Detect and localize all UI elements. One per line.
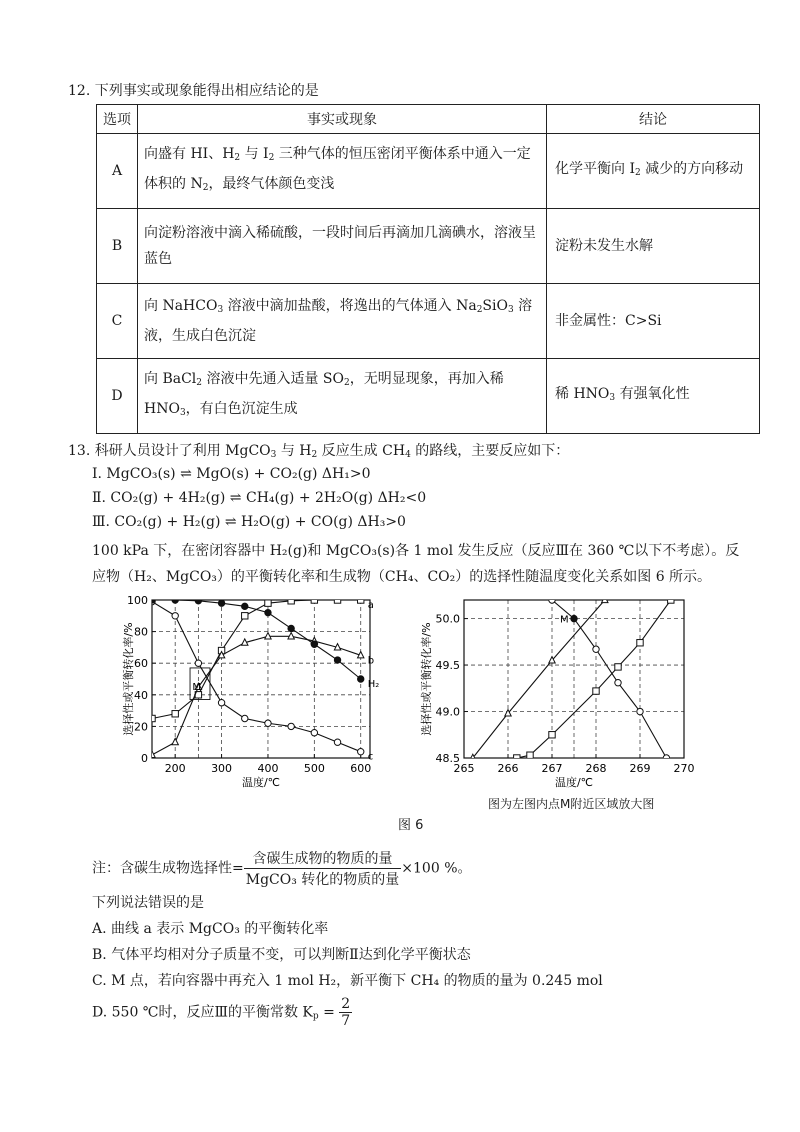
data-point	[358, 676, 364, 682]
option-d: D. 550 ℃时，反应Ⅲ的平衡常数 $K_p$ = $\frac{2}{7}$	[92, 996, 351, 1029]
m-point-label: M	[192, 682, 201, 694]
condition-line-1: 100 kPa 下，在密闭容器中 H₂(g)和 MgCO₃(s)各 1 mol 发生反应（反应Ⅲ在 360 ℃以下不考虑）。反	[92, 543, 740, 559]
figure-label: 图 6	[398, 818, 424, 833]
kp-fraction: $\frac{2}{7}$	[341, 996, 351, 1029]
series-label: b	[367, 655, 375, 667]
question-12-table	[96, 104, 760, 434]
series-label: a	[367, 600, 374, 611]
series-line-c	[152, 602, 361, 752]
y-tick-label: 80	[134, 625, 148, 639]
y-tick-label: 20	[134, 720, 148, 734]
reaction-3: Ⅲ. CO₂(g) + H₂(g) ⇌ H₂O(g) + CO(g) ΔH₃>0	[92, 514, 406, 530]
data-point	[358, 597, 364, 603]
data-point	[527, 752, 533, 758]
y-tick-label: 49.5	[435, 659, 460, 673]
data-point	[195, 598, 201, 604]
x-tick-label: 269	[629, 762, 651, 775]
row-fact: 向淀粉溶液中滴入稀硫酸，一段时间后再滴加几滴碘水，溶液呈蓝色	[138, 209, 547, 284]
y-tick-label: 49.0	[435, 705, 460, 719]
row-fact: 向盛有 HI、$H_2$ 与 $I_2$ 三种气体的恒压密闭平衡体系中通入一定体积的 $N_2$，最终气体颜色变浅	[138, 134, 547, 209]
x-tick-label: 267	[541, 762, 563, 775]
m-point-marker	[571, 615, 577, 621]
y-tick-label: 40	[134, 688, 148, 702]
selectivity-fraction: $\frac{\text{含碳生成物的物质的量}}{\text{MgCO₃ 转化的物质的量}}$	[244, 848, 402, 889]
data-point	[265, 609, 271, 615]
y-tick-label: 0	[141, 752, 148, 765]
data-point	[172, 738, 178, 744]
row-fact: 向 BaCl$_2$ 溶液中先通入适量 $SO_2$，无明显现象，再加入稀 $HNO_3$，有白色沉淀生成	[138, 359, 547, 434]
series-label: c	[367, 751, 374, 763]
table-row	[97, 359, 760, 434]
row-conclusion: 非金属性：C>Si	[547, 284, 760, 359]
series-line-falling-circle	[552, 600, 666, 758]
reaction-2: Ⅱ. CO₂(g) + 4H₂(g) ⇌ CH₄(g) + 2H₂O(g) ΔH₂<0	[92, 490, 427, 506]
data-point	[288, 625, 294, 631]
data-point	[288, 598, 294, 604]
data-point	[514, 755, 520, 761]
table-row	[97, 134, 760, 209]
series-line-rising-square	[517, 600, 671, 758]
header-option: 选项	[97, 105, 138, 134]
data-point	[549, 597, 555, 603]
plot-frame	[152, 600, 370, 758]
data-point	[265, 720, 271, 726]
x-tick-label: 600	[350, 762, 372, 775]
right-chart-caption: 图为左图内点M附近区域放大图	[488, 797, 655, 811]
row-option: C	[97, 284, 138, 359]
row-fact: 向 NaHCO$_3$ 溶液中滴加盐酸，将逸出的气体通入 $Na_2SiO_3$ 溶液，生成白色沉淀	[138, 284, 547, 359]
table-row	[97, 209, 760, 284]
data-point	[242, 613, 248, 619]
data-point	[549, 732, 555, 738]
data-point	[593, 646, 599, 652]
data-point	[334, 657, 340, 663]
data-point	[593, 688, 599, 694]
x-axis-label: 温度/℃	[241, 776, 281, 789]
row-option: A	[97, 134, 138, 209]
y-tick-label: 48.5	[435, 752, 460, 765]
question-13-ask: 下列说法错误的是	[92, 895, 204, 911]
data-point	[311, 641, 317, 647]
data-point	[149, 597, 155, 603]
data-point	[172, 613, 178, 619]
option-b: B. 气体平均相对分子质量不变，可以判断Ⅱ达到化学平衡状态	[92, 947, 471, 963]
y-axis-label: 选择性或平衡转化率/%	[420, 622, 433, 736]
m-point-label: M	[560, 614, 569, 626]
condition-line-2: 应物（H₂、MgCO₃）的平衡转化率和生成物（CH₄、CO₂）的选择性随温度变化关系如图 6 所示。	[92, 569, 712, 585]
question-13-stem: 13. 科研人员设计了利用 MgCO$_3$ 与 $H_2$ 反应生成 $CH_4$ 的路线，主要反应如下：	[68, 443, 570, 460]
row-conclusion: 化学平衡向 $I_2$ 减少的方向移动	[547, 134, 760, 209]
series-line-a	[152, 600, 361, 719]
data-point	[242, 715, 248, 721]
figure-6-right-chart	[412, 592, 704, 792]
data-point	[334, 597, 340, 603]
data-point	[615, 680, 621, 686]
x-tick-label: 300	[211, 762, 233, 775]
x-tick-label: 265	[453, 762, 475, 775]
option-a: A. 曲线 a 表示 MgCO₃ 的平衡转化率	[92, 921, 329, 937]
data-point	[288, 633, 294, 639]
reaction-1: Ⅰ. MgCO₃(s) ⇌ MgO(s) + CO₂(g) ΔH₁>0	[92, 466, 371, 482]
data-point	[149, 715, 155, 721]
row-conclusion: 淀粉未发生水解	[547, 209, 760, 284]
data-point	[265, 600, 271, 606]
x-tick-label: 266	[497, 762, 519, 775]
x-tick-label: 200	[164, 762, 186, 775]
data-point	[172, 711, 178, 717]
y-tick-label: 50.0	[435, 612, 460, 626]
y-tick-label: 100	[127, 594, 148, 607]
row-option: D	[97, 359, 138, 434]
x-tick-label: 400	[257, 762, 279, 775]
x-tick-label: 268	[585, 762, 607, 775]
data-point	[663, 755, 669, 761]
table-row	[97, 284, 760, 359]
x-tick-label: 500	[303, 762, 325, 775]
data-point	[311, 597, 317, 603]
data-point	[242, 603, 248, 609]
data-point	[311, 730, 317, 736]
x-axis-label: 温度/℃	[554, 776, 594, 789]
data-point	[172, 597, 178, 603]
data-point	[195, 660, 201, 666]
series-line-rising-triangle	[473, 600, 605, 758]
data-point	[334, 739, 340, 745]
figure-6-left-chart	[120, 592, 392, 792]
option-c: C. M 点，若向容器中再充入 1 mol H₂，新平衡下 CH₄ 的物质的量为 0.245 mol	[92, 973, 603, 989]
data-point	[637, 640, 643, 646]
x-tick-label: 270	[673, 762, 695, 775]
header-conclusion: 结论	[547, 105, 760, 134]
data-point	[288, 723, 294, 729]
selectivity-note: 注：含碳生成物选择性= $\frac{\text{含碳生成物的物质的量}}{\text{MgCO₃ 转化的物质的量}}$ ×100 %。	[92, 848, 472, 889]
y-axis-label: 选择性或平衡转化率/%	[122, 622, 135, 736]
data-point	[615, 664, 621, 670]
row-option: B	[97, 209, 138, 284]
data-point	[637, 708, 643, 714]
row-conclusion: 稀 $HNO_3$ 有强氧化性	[547, 359, 760, 434]
y-tick-label: 60	[134, 657, 148, 671]
data-point	[265, 633, 271, 639]
data-point	[218, 700, 224, 706]
question-12-stem: 12. 下列事实或现象能得出相应结论的是	[68, 83, 319, 99]
header-fact: 事实或现象	[138, 105, 547, 134]
series-label: H₂	[367, 679, 380, 690]
data-point	[358, 748, 364, 754]
data-point	[668, 597, 674, 603]
data-point	[218, 600, 224, 606]
